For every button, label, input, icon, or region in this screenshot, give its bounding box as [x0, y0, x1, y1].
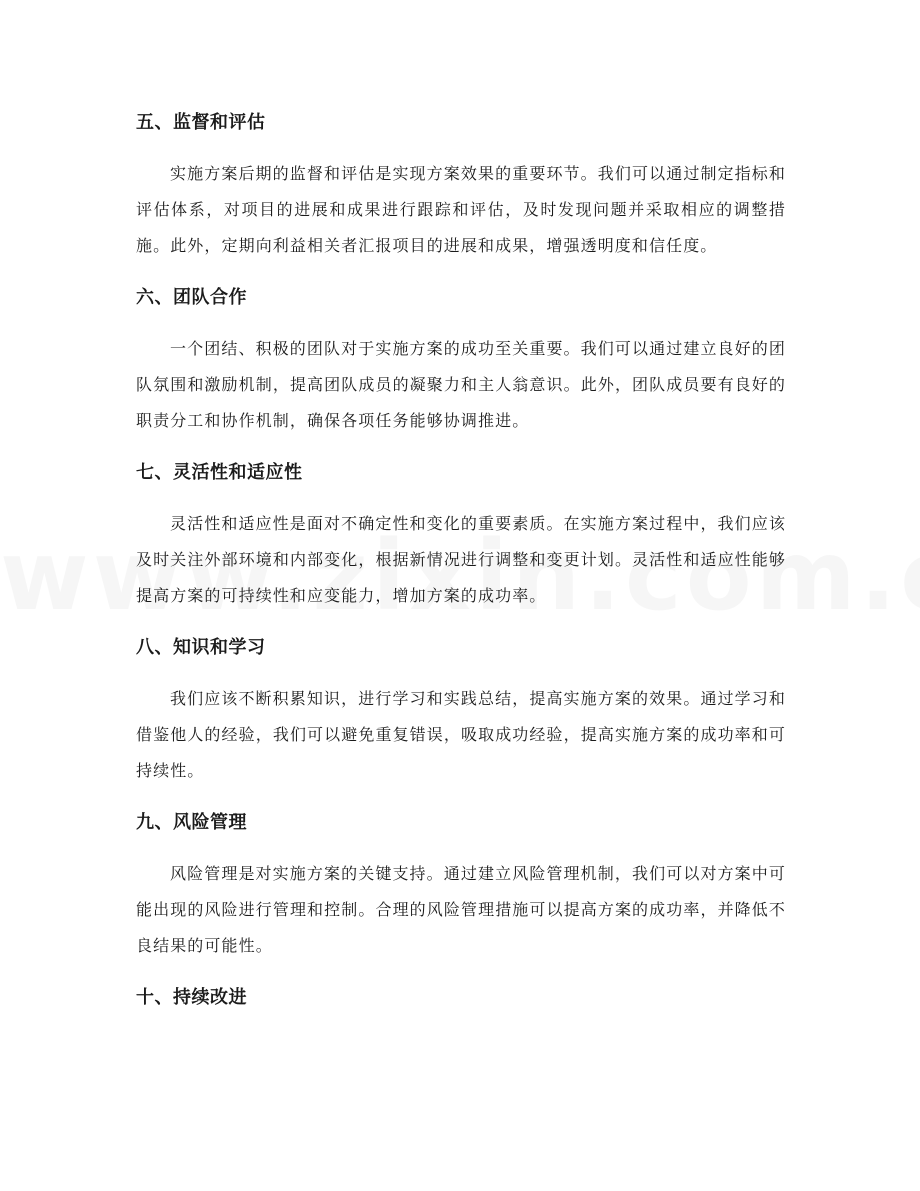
section-heading: 八、知识和学习 — [136, 637, 266, 658]
section-heading: 十、持续改进 — [136, 987, 247, 1008]
section-continuous-improvement — [136, 983, 786, 1013]
section-heading: 五、监督和评估 — [136, 112, 266, 133]
section-risk-management — [136, 808, 786, 964]
section-paragraph: 一个团结、积极的团队对于实施方案的成功至关重要。我们可以通过建立良好的团队氛围和激励机制，提高团队成员的凝聚力和主人翁意识。此外，团队成员要有良好的职责分工和协作机制，确保各项任务能够协调推进。 — [136, 339, 786, 430]
section-paragraph: 风险管理是对实施方案的关键支持。通过建立风险管理机制，我们可以对方案中可能出现的风险进行管理和控制。合理的风险管理措施可以提高方案的成功率，并降低不良结果的可能性。 — [136, 864, 786, 955]
section-paragraph: 灵活性和适应性是面对不确定性和变化的重要素质。在实施方案过程中，我们应该及时关注外部环境和内部变化，根据新情况进行调整和变更计划。灵活性和适应性能够提高方案的可持续性和应变能力，增加方案的成功率。 — [136, 514, 786, 605]
document-content — [136, 108, 786, 1031]
section-heading: 六、团队合作 — [136, 287, 247, 308]
section-paragraph: 我们应该不断积累知识，进行学习和实践总结，提高实施方案的效果。通过学习和借鉴他人的经验，我们可以避免重复错误，吸取成功经验，提高实施方案的成功率和可持续性。 — [136, 689, 786, 780]
section-knowledge-learning — [136, 633, 786, 789]
section-heading: 九、风险管理 — [136, 812, 247, 833]
section-paragraph: 实施方案后期的监督和评估是实现方案效果的重要环节。我们可以通过制定指标和评估体系，对项目的进展和成果进行跟踪和评估，及时发现问题并采取相应的调整措施。此外，定期向利益相关者汇报项目的进展和成果，增强透明度和信任度。 — [136, 164, 786, 255]
section-heading: 七、灵活性和适应性 — [136, 462, 303, 483]
section-flexibility-adaptability — [136, 458, 786, 614]
section-supervision-evaluation — [136, 108, 786, 264]
section-teamwork — [136, 283, 786, 439]
